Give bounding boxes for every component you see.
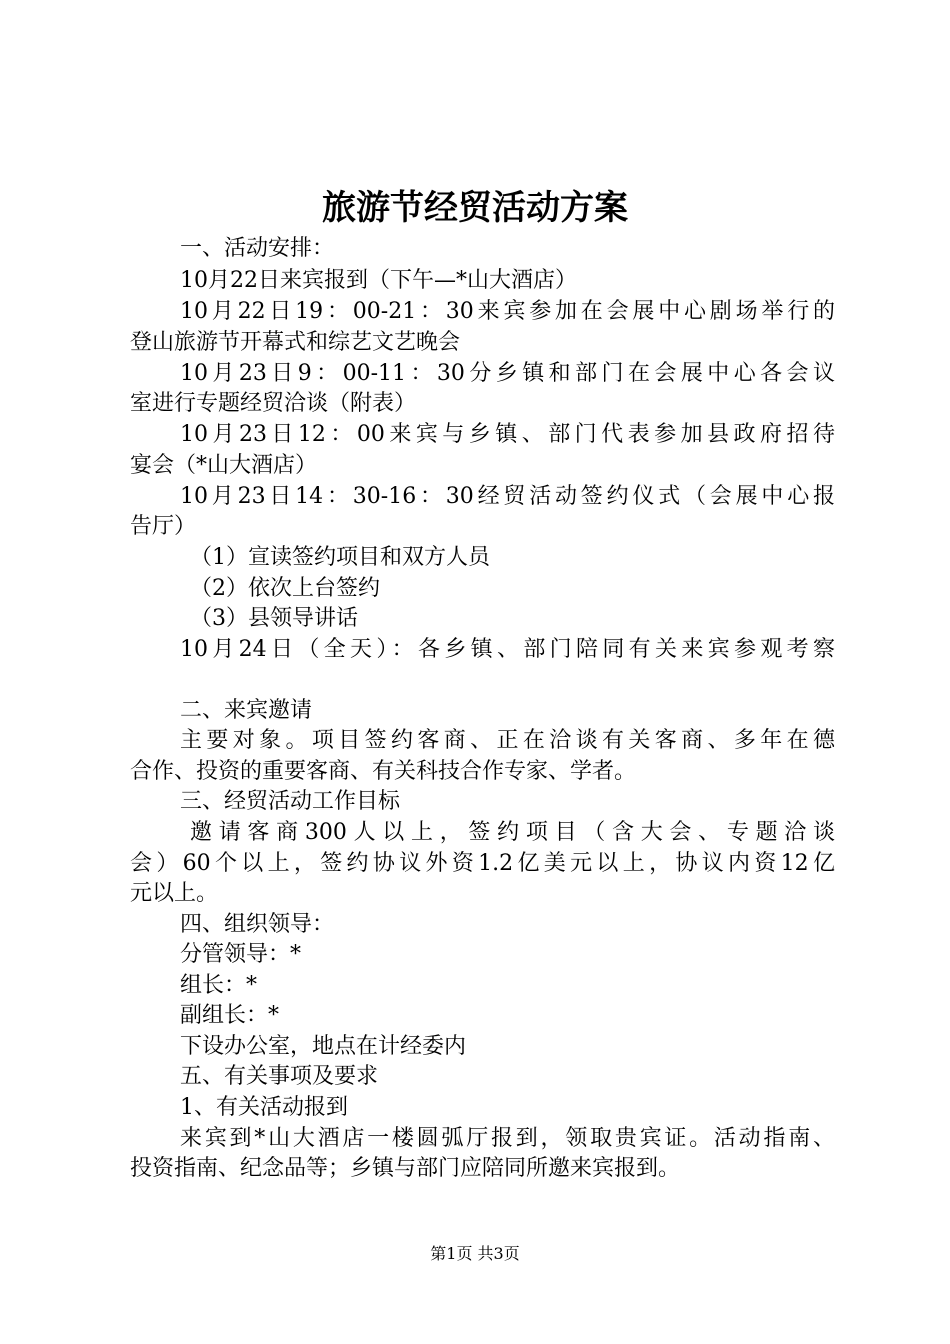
paragraph-line-continued: 合作、投资的重要客商、有关科技合作专家、学者。 xyxy=(130,759,637,784)
ceremony-step: （3）县领导讲话 xyxy=(190,606,358,631)
schedule-line: 10月22日来宾报到（下午—*山大酒店） xyxy=(180,268,577,293)
section-heading-activity-schedule: 一、活动安排： xyxy=(180,236,335,261)
paragraph-line: 邀请客商300人以上，签约项目（含大会、专题洽谈 xyxy=(190,820,835,845)
paragraph-line: 来宾到*山大酒店一楼圆弧厅报到，领取贵宾证。活动指南、 xyxy=(180,1126,835,1151)
section-heading-organization: 四、组织领导： xyxy=(180,912,335,937)
schedule-line: 10月23日12：00来宾与乡镇、部门代表参加县政府招待 xyxy=(180,422,835,447)
paragraph-line-continued: 会）60个以上，签约协议外资1.2亿美元以上，协议内资12亿 xyxy=(130,851,835,876)
paragraph-line-continued: 元以上。 xyxy=(130,881,219,906)
organization-line: 副组长：* xyxy=(180,1003,280,1028)
organization-line: 下设办公室，地点在计经委内 xyxy=(180,1034,467,1059)
subheading-registration: 1、有关活动报到 xyxy=(180,1095,348,1120)
schedule-line-continued: 室进行专题经贸洽谈（附表） xyxy=(130,391,417,416)
schedule-line: 10月22日19：00-21：30来宾参加在会展中心剧场举行的 xyxy=(180,299,835,324)
schedule-line-continued: 宴会（*山大酒店） xyxy=(130,453,318,478)
section-heading-work-targets: 三、经贸活动工作目标 xyxy=(180,789,401,814)
paragraph-line-continued: 投资指南、纪念品等；乡镇与部门应陪同所邀来宾报到。 xyxy=(130,1156,681,1181)
ceremony-step: （1）宣读签约项目和双方人员 xyxy=(190,545,490,570)
document-title: 旅游节经贸活动方案 xyxy=(322,188,628,228)
schedule-line: 10月23日9：00-11：30分乡镇和部门在会展中心各会议 xyxy=(180,361,835,386)
organization-line: 分管领导：* xyxy=(180,942,302,967)
organization-line: 组长：* xyxy=(180,973,258,998)
section-heading-guest-invitation: 二、来宾邀请 xyxy=(180,698,313,723)
ceremony-step: （2）依次上台签约 xyxy=(190,576,380,601)
section-heading-requirements: 五、有关事项及要求 xyxy=(180,1064,379,1089)
paragraph-line: 主要对象。项目签约客商、正在洽谈有关客商、多年在德 xyxy=(180,728,835,753)
schedule-line: 10月23日14：30-16：30经贸活动签约仪式（会展中心报 xyxy=(180,484,835,509)
schedule-line-continued: 告厅） xyxy=(130,514,197,539)
page-footer: 第1页 共3页 xyxy=(430,1244,520,1263)
schedule-line: 10月24日（全天）：各乡镇、部门陪同有关来宾参观考察 xyxy=(180,637,835,662)
schedule-line-continued: 登山旅游节开幕式和综艺文艺晚会 xyxy=(130,330,461,355)
